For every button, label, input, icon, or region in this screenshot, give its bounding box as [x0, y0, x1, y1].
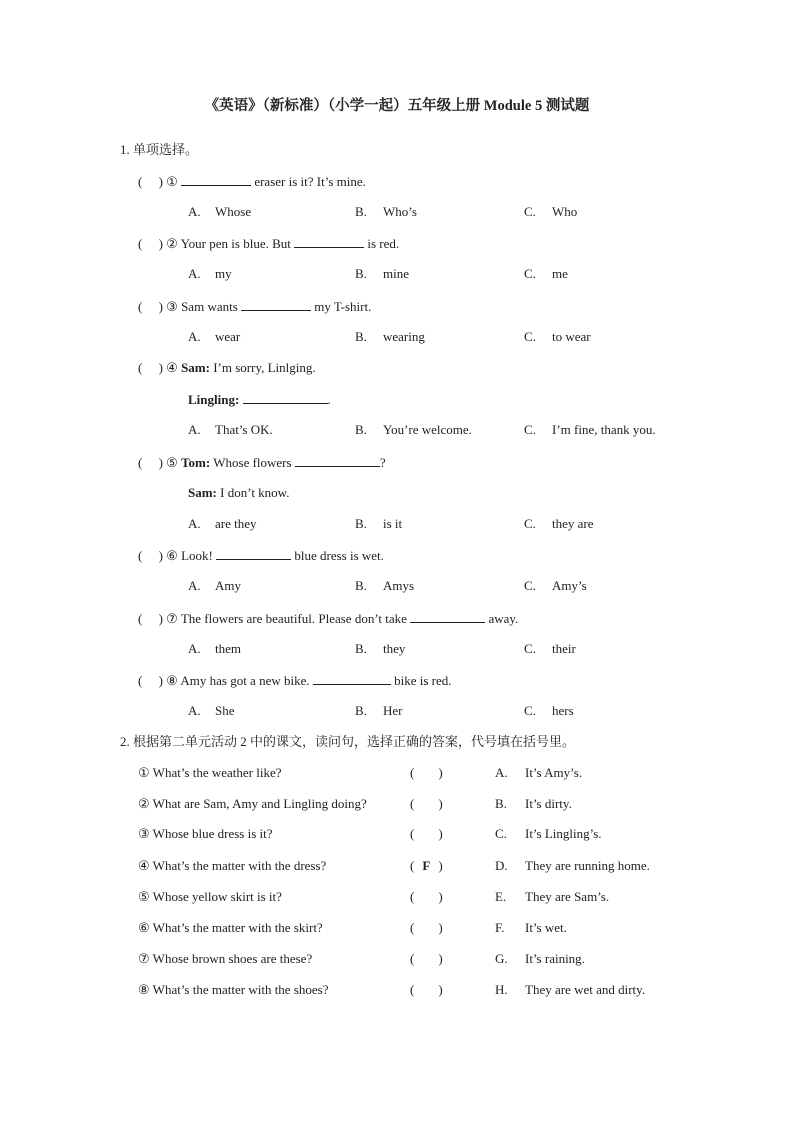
question-text-post: bike is red.: [390, 673, 452, 688]
match-answer-paren[interactable]: ( ): [410, 951, 443, 966]
option-text[interactable]: Amys: [383, 578, 415, 593]
match-answer-paren[interactable]: ( ): [410, 765, 443, 780]
mc-question-6: [138, 547, 384, 564]
answer-blank[interactable]: [216, 547, 291, 560]
answer-paren[interactable]: ( ): [138, 299, 163, 314]
option-letter: B.: [355, 703, 367, 718]
question-text-pre: The flowers are beautiful. Please don’t take: [177, 611, 411, 626]
answer-paren[interactable]: ( ): [138, 174, 163, 189]
option-letter: B.: [355, 329, 367, 344]
option-letter: C.: [524, 578, 536, 593]
option-text[interactable]: my: [215, 266, 232, 281]
option-text[interactable]: is it: [383, 516, 403, 531]
answer-blank[interactable]: [410, 610, 485, 623]
question-number: ⑤: [166, 455, 178, 470]
option-letter: A.: [188, 266, 201, 281]
question-number: ⑦: [166, 611, 178, 626]
option-letter: B.: [355, 266, 367, 281]
dialogue-second-line: [188, 391, 331, 408]
dialogue-second-line: [188, 485, 289, 501]
dialogue-line: I’m sorry, Linlging.: [209, 360, 316, 375]
question-text-pre: Your pen is blue. But: [177, 236, 295, 251]
choice-letter: A.: [495, 765, 508, 780]
option-text[interactable]: their: [552, 641, 576, 656]
answer-blank[interactable]: [243, 391, 328, 404]
answer-blank[interactable]: [241, 298, 311, 311]
option-text[interactable]: they are: [552, 516, 594, 531]
question-number: ⑥: [166, 548, 178, 563]
mc-question-3: [138, 298, 371, 315]
choice-text: It’s dirty.: [525, 796, 572, 811]
option-letter: A.: [188, 329, 201, 344]
match-question: ④ What’s the matter with the dress?: [138, 858, 327, 873]
option-letter: C.: [524, 516, 536, 531]
match-answer-paren[interactable]: ( ): [410, 889, 443, 904]
answer-blank[interactable]: [295, 454, 380, 467]
option-text[interactable]: to wear: [552, 329, 591, 344]
question-text-pre: Look!: [177, 548, 217, 563]
option-text[interactable]: That’s OK.: [215, 422, 273, 437]
question-text-pre: Sam wants: [177, 299, 242, 314]
question-number: ③: [166, 299, 178, 314]
question-text-post: my T-shirt.: [311, 299, 372, 314]
answer-paren[interactable]: ( ): [138, 548, 163, 563]
match-question: ① What’s the weather like?: [138, 765, 282, 780]
speaker-label: Tom:: [181, 455, 211, 470]
question-number: ①: [166, 174, 178, 189]
mc-question-4: [138, 360, 316, 376]
choice-letter: D.: [495, 858, 508, 873]
option-text[interactable]: are they: [215, 516, 257, 531]
answer-blank[interactable]: [181, 173, 251, 186]
match-question: ⑦ Whose brown shoes are these?: [138, 951, 313, 966]
question-text-post: blue dress is wet.: [291, 548, 384, 563]
dialogue-line-end: .: [327, 392, 331, 407]
option-letter: B.: [355, 516, 367, 531]
answer-paren[interactable]: ( ): [138, 611, 163, 626]
mc-question-5: [138, 454, 386, 471]
option-text[interactable]: She: [215, 703, 235, 718]
option-text[interactable]: wearing: [383, 329, 425, 344]
question-number: ⑧: [166, 673, 178, 688]
option-letter: A.: [188, 422, 201, 437]
option-letter: C.: [524, 703, 536, 718]
answer-blank[interactable]: [313, 672, 391, 685]
answer-paren[interactable]: ( ): [138, 455, 163, 470]
question-number: ④: [166, 360, 178, 375]
match-question: ③ Whose blue dress is it?: [138, 826, 273, 841]
answer-paren[interactable]: ( ): [138, 360, 163, 375]
mc-question-8: [138, 672, 452, 689]
match-answer-paren[interactable]: ( ): [410, 982, 443, 997]
question-text-post: is red.: [364, 236, 400, 251]
option-letter: B.: [355, 578, 367, 593]
choice-letter: E.: [495, 889, 507, 904]
match-question: ⑤ Whose yellow skirt is it?: [138, 889, 282, 904]
option-letter: C.: [524, 266, 536, 281]
option-letter: B.: [355, 204, 367, 219]
match-answer-paren[interactable]: ( ): [410, 796, 443, 811]
option-letter: A.: [188, 641, 201, 656]
choice-text: They are wet and dirty.: [525, 982, 646, 997]
option-text[interactable]: Her: [383, 703, 403, 718]
match-answer: F: [422, 858, 431, 873]
option-text[interactable]: I’m fine, thank you.: [552, 422, 656, 437]
match-answer-paren[interactable]: ( ): [410, 826, 443, 841]
dialogue-line-end: ?: [379, 455, 386, 470]
answer-blank[interactable]: [294, 235, 364, 248]
question-number: ②: [166, 236, 178, 251]
option-letter: B.: [355, 422, 367, 437]
match-question: ⑥ What’s the matter with the skirt?: [138, 920, 323, 935]
dialogue-line: I don’t know.: [216, 485, 290, 500]
option-text[interactable]: Who’s: [383, 204, 417, 219]
option-letter: C.: [524, 422, 536, 437]
option-letter: A.: [188, 516, 201, 531]
option-letter: A.: [188, 578, 201, 593]
question-text-pre: Amy has got a new bike.: [177, 673, 313, 688]
option-text[interactable]: wear: [215, 329, 241, 344]
question-text-post: away.: [485, 611, 519, 626]
option-text[interactable]: Who: [552, 204, 578, 219]
option-text[interactable]: Amy: [215, 578, 241, 593]
option-text[interactable]: You’re welcome.: [383, 422, 472, 437]
section1-heading: 1. 单项选择。: [120, 142, 199, 157]
match-answer-paren[interactable]: ( ): [410, 920, 443, 935]
question-text-post: eraser is it? It’s mine.: [251, 174, 366, 189]
option-text[interactable]: Amy’s: [552, 578, 587, 593]
option-text[interactable]: hers: [552, 703, 574, 718]
answer-paren[interactable]: ( ): [138, 236, 163, 251]
answer-paren[interactable]: ( ): [138, 673, 163, 688]
option-text[interactable]: them: [215, 641, 241, 656]
choice-letter: C.: [495, 826, 507, 841]
section2-heading: 2. 根据第二单元活动 2 中的课文，读问句，选择正确的答案，代号填在括号里。: [120, 734, 576, 749]
option-text[interactable]: Whose: [215, 204, 252, 219]
match-question: ⑧ What’s the matter with the shoes?: [138, 982, 329, 997]
option-letter: B.: [355, 641, 367, 656]
choice-letter: F.: [495, 920, 505, 935]
option-letter: A.: [188, 703, 201, 718]
choice-letter: H.: [495, 982, 508, 997]
option-text[interactable]: they: [383, 641, 406, 656]
speaker-label: Sam:: [181, 360, 210, 375]
mc-question-1: [138, 173, 366, 190]
mc-question-2: [138, 235, 399, 252]
option-letter: C.: [524, 641, 536, 656]
choice-letter: B.: [495, 796, 507, 811]
choice-text: They are Sam’s.: [525, 889, 610, 904]
match-question: ② What are Sam, Amy and Lingling doing?: [138, 796, 367, 811]
speaker-label: Lingling:: [188, 392, 240, 407]
choice-text: They are running home.: [525, 858, 650, 873]
dialogue-line: Whose flowers: [210, 455, 295, 470]
option-letter: C.: [524, 204, 536, 219]
choice-text: It’s wet.: [525, 920, 567, 935]
page-title: 《英语》（新标准）（小学一起）五年级上册 Module 5 测试题: [204, 98, 590, 114]
choice-text: It’s Amy’s.: [525, 765, 583, 780]
choice-text: It’s Lingling’s.: [525, 826, 602, 841]
option-letter: C.: [524, 329, 536, 344]
option-letter: A.: [188, 204, 201, 219]
mc-question-7: [138, 610, 518, 627]
choice-letter: G.: [495, 951, 508, 966]
match-answer-paren[interactable]: ( F ): [410, 858, 443, 873]
speaker-label: Sam:: [188, 485, 217, 500]
option-text[interactable]: me: [552, 266, 568, 281]
choice-text: It’s raining.: [525, 951, 585, 966]
option-text[interactable]: mine: [383, 266, 409, 281]
